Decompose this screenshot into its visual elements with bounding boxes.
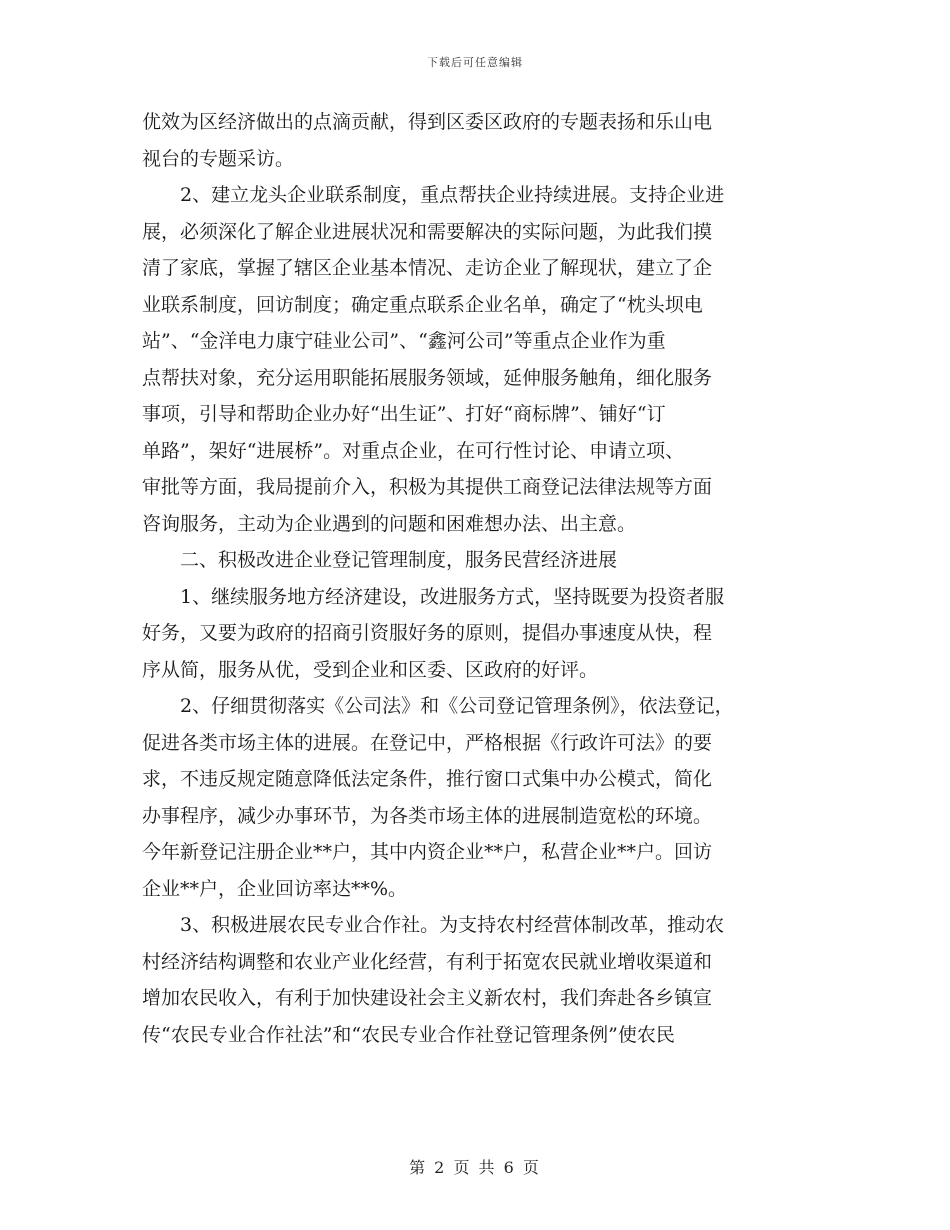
paragraph-line: 2、建立龙头企业联系制度，重点帮扶企业持续进展。支持企业进 [180, 184, 725, 206]
paragraph-line: 今年新登记注册企业**户，其中内资企业**户，私营企业**户。回访 [142, 841, 713, 863]
paragraph-line: 序从简，服务从优，受到企业和区委、区政府的好评。 [142, 658, 599, 681]
paragraph [142, 104, 810, 177]
paragraph-line: 事项，引导和帮助企业办好“出生证”、打好“商标牌”、铺好“订 [142, 403, 666, 425]
paragraph-line: 站”、“金洋电力康宁硅业公司”、“鑫河公司”等重点企业作为重 [142, 330, 666, 352]
paragraph-line: 好务，又要为政府的招商引资服好务的原则，提倡办事速度从快，程 [142, 622, 713, 644]
paragraph-line: 审批等方面，我局提前介入，积极为其提供工商登记法律法规等方面 [142, 476, 713, 498]
paragraph-line: 企业**户，企业回访率达**%。 [142, 877, 408, 900]
paragraph [142, 542, 810, 579]
paragraph [142, 177, 810, 542]
paragraph-line: 1、继续服务地方经济建设，改进服务方式，坚持既要为投资者服 [180, 585, 725, 608]
paragraph [142, 579, 810, 689]
paragraph-line: 单路”，架好“进展桥”。对重点企业，在可行性讨论、申请立项、 [142, 439, 685, 462]
paragraph-line: 清了家底，掌握了辖区企业基本情况、走访企业了解现状，建立了企 [142, 257, 713, 279]
paragraph-line: 二、积极改进企业登记管理制度，服务民营经济进展 [180, 549, 618, 571]
paragraph-line: 视台的专题采访。 [142, 147, 295, 170]
paragraph-line: 点帮扶对象，充分运用职能拓展服务领域，延伸服务触角，细化服务 [142, 366, 713, 389]
document-body [142, 104, 810, 1053]
paragraph-line: 促进各类市场主体的进展。在登记中，严格根据《行政许可法》的要 [142, 731, 713, 754]
paragraph [142, 688, 810, 907]
paragraph-line: 3、积极进展农民专业合作社。为支持农村经营体制改革，推动农 [180, 914, 725, 936]
paragraph-line: 办事程序，减少办事环节，为各类市场主体的进展制造宽松的环境。 [142, 804, 713, 827]
paragraph-line: 求，不违反规定随意降低法定条件，推行窗口式集中办公模式，简化 [142, 768, 713, 790]
paragraph-line: 咨询服务，主动为企业遇到的问题和困难想办法、出主意。 [142, 512, 637, 535]
paragraph-line: 2、仔细贯彻落实《公司法》和《公司登记管理条例》，依法登记， [180, 695, 734, 717]
paragraph-line: 优效为区经济做出的点滴贡献，得到区委区政府的专题表扬和乐山电 [142, 111, 713, 133]
paragraph-line: 村经济结构调整和农业产业化经营，有利于拓宽农民就业增收渠道和 [142, 950, 713, 973]
page-footer: 第 2 页 共 6 页 [409, 1158, 541, 1177]
paragraph-line: 业联系制度，回访制度；确定重点联系企业名单，确定了“枕头坝电 [142, 293, 703, 316]
paragraph-line: 展，必须深化了解企业进展状况和需要解决的实际问题，为此我们摸 [142, 220, 713, 243]
paragraph-line: 增加农民收入，有利于加快建设社会主义新农村，我们奔赴各乡镇宣 [142, 987, 713, 1009]
paragraph [142, 907, 810, 1053]
paragraph-line: 传“农民专业合作社法”和“农民专业合作社登记管理条例”使农民 [142, 1023, 675, 1046]
page-header: 下载后可任意编辑 [427, 56, 523, 69]
